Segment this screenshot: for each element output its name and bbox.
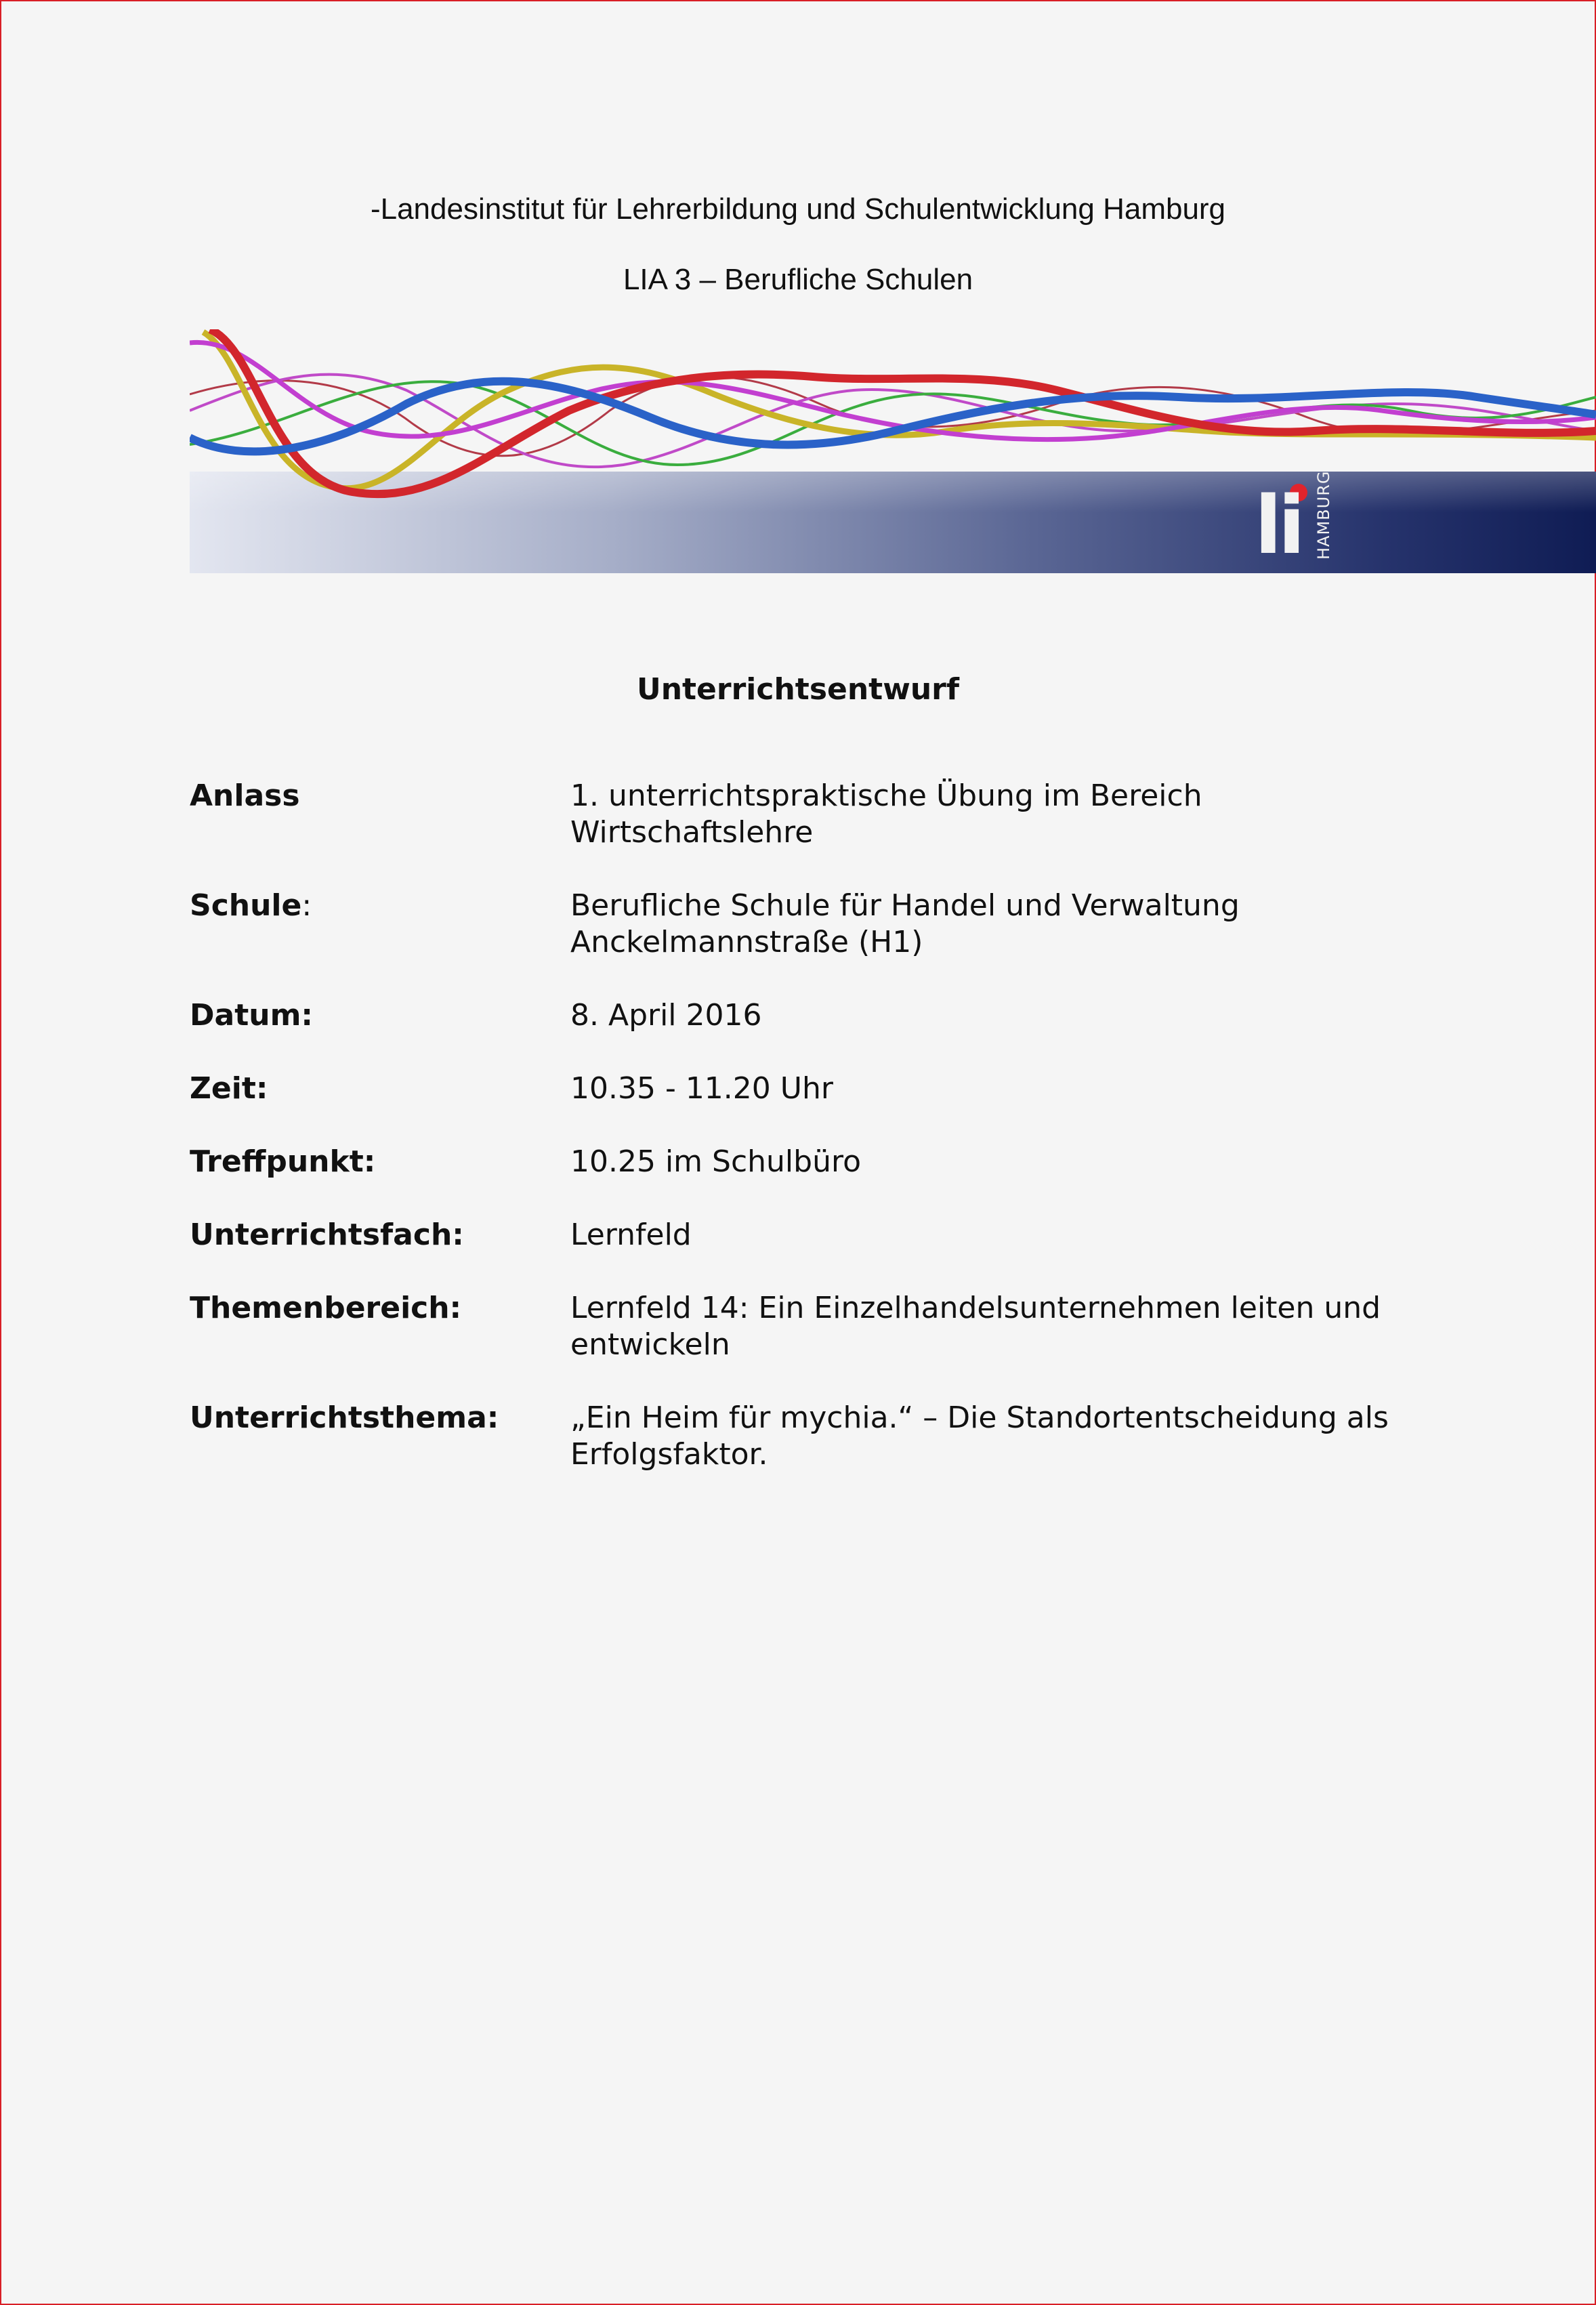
field-label: Unterrichtsfach: bbox=[190, 1218, 464, 1252]
field-value: 1. unterrichtspraktische Übung im Bereich Wirtschaftslehre bbox=[570, 778, 1202, 850]
field-label: Datum: bbox=[190, 998, 314, 1033]
field-value: „Ein Heim für mychia.“ – Die Standortentscheidung als Erfolgsfaktor. bbox=[570, 1400, 1389, 1472]
info-row-unterrichtsfach bbox=[190, 1217, 1450, 1253]
department-name: LIA 3 – Berufliche Schulen bbox=[623, 263, 973, 296]
field-label: Themenbereich: bbox=[190, 1291, 462, 1325]
document-title: Unterrichtsentwurf bbox=[636, 672, 960, 707]
field-label: Anlass bbox=[190, 778, 300, 813]
field-label-colon: : bbox=[301, 888, 312, 923]
field-value: 8. April 2016 bbox=[570, 998, 762, 1033]
info-row-datum bbox=[190, 997, 1450, 1034]
logo-city-label: HAMBURG bbox=[1314, 470, 1333, 560]
info-row-zeit bbox=[190, 1071, 1450, 1107]
field-value: 10.35 - 11.20 Uhr bbox=[570, 1071, 833, 1106]
institute-name: -Landesinstitut für Lehrerbildung und Schulentwicklung Hamburg bbox=[370, 192, 1226, 226]
info-row-anlass bbox=[190, 778, 1450, 851]
cable-banner-graphic bbox=[190, 329, 1596, 573]
li-hamburg-logo: li bbox=[1255, 478, 1301, 572]
info-row-schule bbox=[190, 888, 1450, 961]
field-value: Berufliche Schule für Handel und Verwaltung Anckelmannstraße (H1) bbox=[570, 888, 1240, 959]
info-row-themenbereich bbox=[190, 1290, 1450, 1363]
field-value: Lernfeld bbox=[570, 1218, 692, 1252]
field-label: Unterrichtsthema: bbox=[190, 1400, 499, 1435]
field-label-wrapper bbox=[190, 888, 570, 961]
field-label: Zeit: bbox=[190, 1071, 268, 1106]
header-banner bbox=[190, 329, 1596, 573]
field-label: Schule bbox=[190, 888, 302, 923]
field-label: Treffpunkt: bbox=[190, 1144, 376, 1179]
info-row-unterrichtsthema bbox=[190, 1400, 1450, 1473]
lesson-info-table bbox=[190, 778, 1450, 1510]
field-value: Lernfeld 14: Ein Einzelhandelsunternehmen leiten und entwickeln bbox=[570, 1291, 1381, 1362]
info-row-treffpunkt bbox=[190, 1144, 1450, 1180]
field-value: 10.25 im Schulbüro bbox=[570, 1144, 861, 1179]
